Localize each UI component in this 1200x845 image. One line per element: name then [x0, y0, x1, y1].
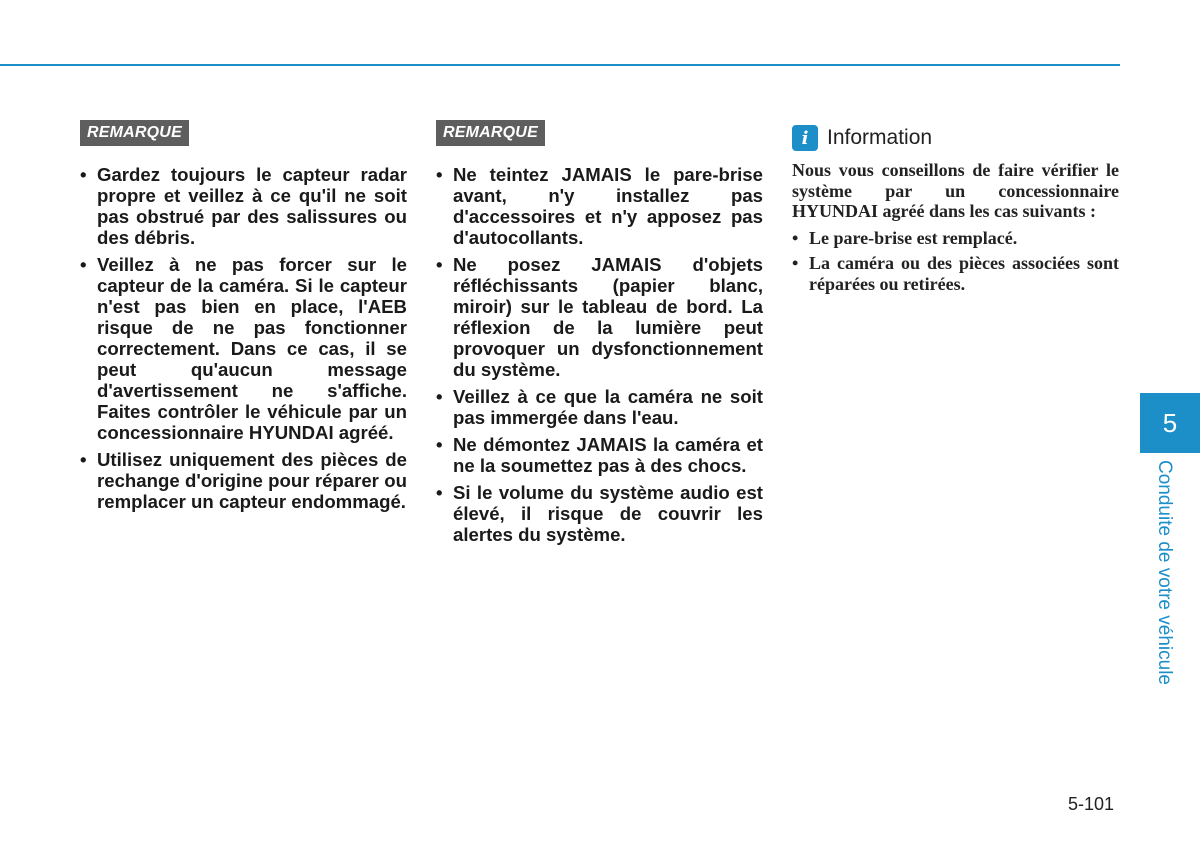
list-item: • Ne démontez JAMAIS la caméra et ne la soumettez pas à des chocs. — [436, 434, 763, 476]
list-item: • Veillez à ne pas forcer sur le capteur de la caméra. Si le capteur n'est pas bien en place, l'AEB risque de ne pas fonctionner correctement. Dans ce cas, il se peut qu'aucun message d'avertissement ne s'affiche. Faites contrôler le véhicule par un concessionnaire HYUNDAI agréé. — [80, 254, 407, 443]
bullet-icon: • — [436, 434, 443, 455]
bullet-icon: • — [80, 254, 87, 275]
list-item: • Gardez toujours le capteur radar propre et veillez à ce qu'il ne soit pas obstrué par des salissures ou des débris. — [80, 164, 407, 248]
chapter-number-tab: 5 — [1140, 393, 1200, 453]
list-item: • Ne posez JAMAIS d'objets réfléchissants (papier blanc, miroir) sur le tableau de bord. La réflexion de la lumière peut provoquer un dysfonctionnement du système. — [436, 254, 763, 380]
bullet-icon: • — [436, 164, 443, 185]
header-rule — [0, 64, 1120, 66]
list-item: • La caméra ou des pièces associées sont réparées ou retirées. — [792, 253, 1119, 294]
note-list — [80, 164, 407, 512]
note-list — [436, 164, 763, 545]
information-list — [792, 228, 1119, 295]
bullet-icon: • — [80, 164, 87, 185]
list-item: • Le pare-brise est remplacé. — [792, 227, 1018, 248]
bullet-icon: • — [436, 482, 443, 503]
bullet-icon: • — [792, 227, 799, 248]
note-column-1 — [80, 120, 407, 518]
bullet-icon: • — [792, 253, 799, 273]
bullet-icon: • — [436, 386, 443, 407]
information-header — [792, 122, 1119, 154]
bullet-icon: • — [80, 449, 87, 470]
information-intro: Nous vous conseillons de faire vérifier le système par un concessionnaire HYUNDAI agréé dans les cas suivants : — [792, 160, 1119, 221]
list-item: • Ne teintez JAMAIS le pare-brise avant, n'y installez pas d'accessoires et n'y apposez pas d'autocollants. — [436, 164, 763, 248]
list-item: • Veillez à ce que la caméra ne soit pas immergée dans l'eau. — [436, 386, 763, 428]
list-item: • Si le volume du système audio est élevé, il risque de couvrir les alertes du système. — [436, 482, 763, 545]
information-title: Information — [827, 126, 933, 149]
information-box — [792, 120, 1119, 299]
remarque-badge: REMARQUE — [80, 120, 189, 146]
bullet-icon: • — [436, 254, 443, 275]
chapter-title: Conduite de votre véhicule — [1154, 460, 1175, 685]
info-icon: i — [792, 125, 818, 151]
page-number: 5-101 — [1068, 794, 1115, 814]
note-column-2 — [436, 120, 763, 551]
list-item: • Utilisez uniquement des pièces de rechange d'origine pour réparer ou remplacer un capteur endommagé. — [80, 449, 407, 512]
remarque-badge: REMARQUE — [436, 120, 545, 146]
